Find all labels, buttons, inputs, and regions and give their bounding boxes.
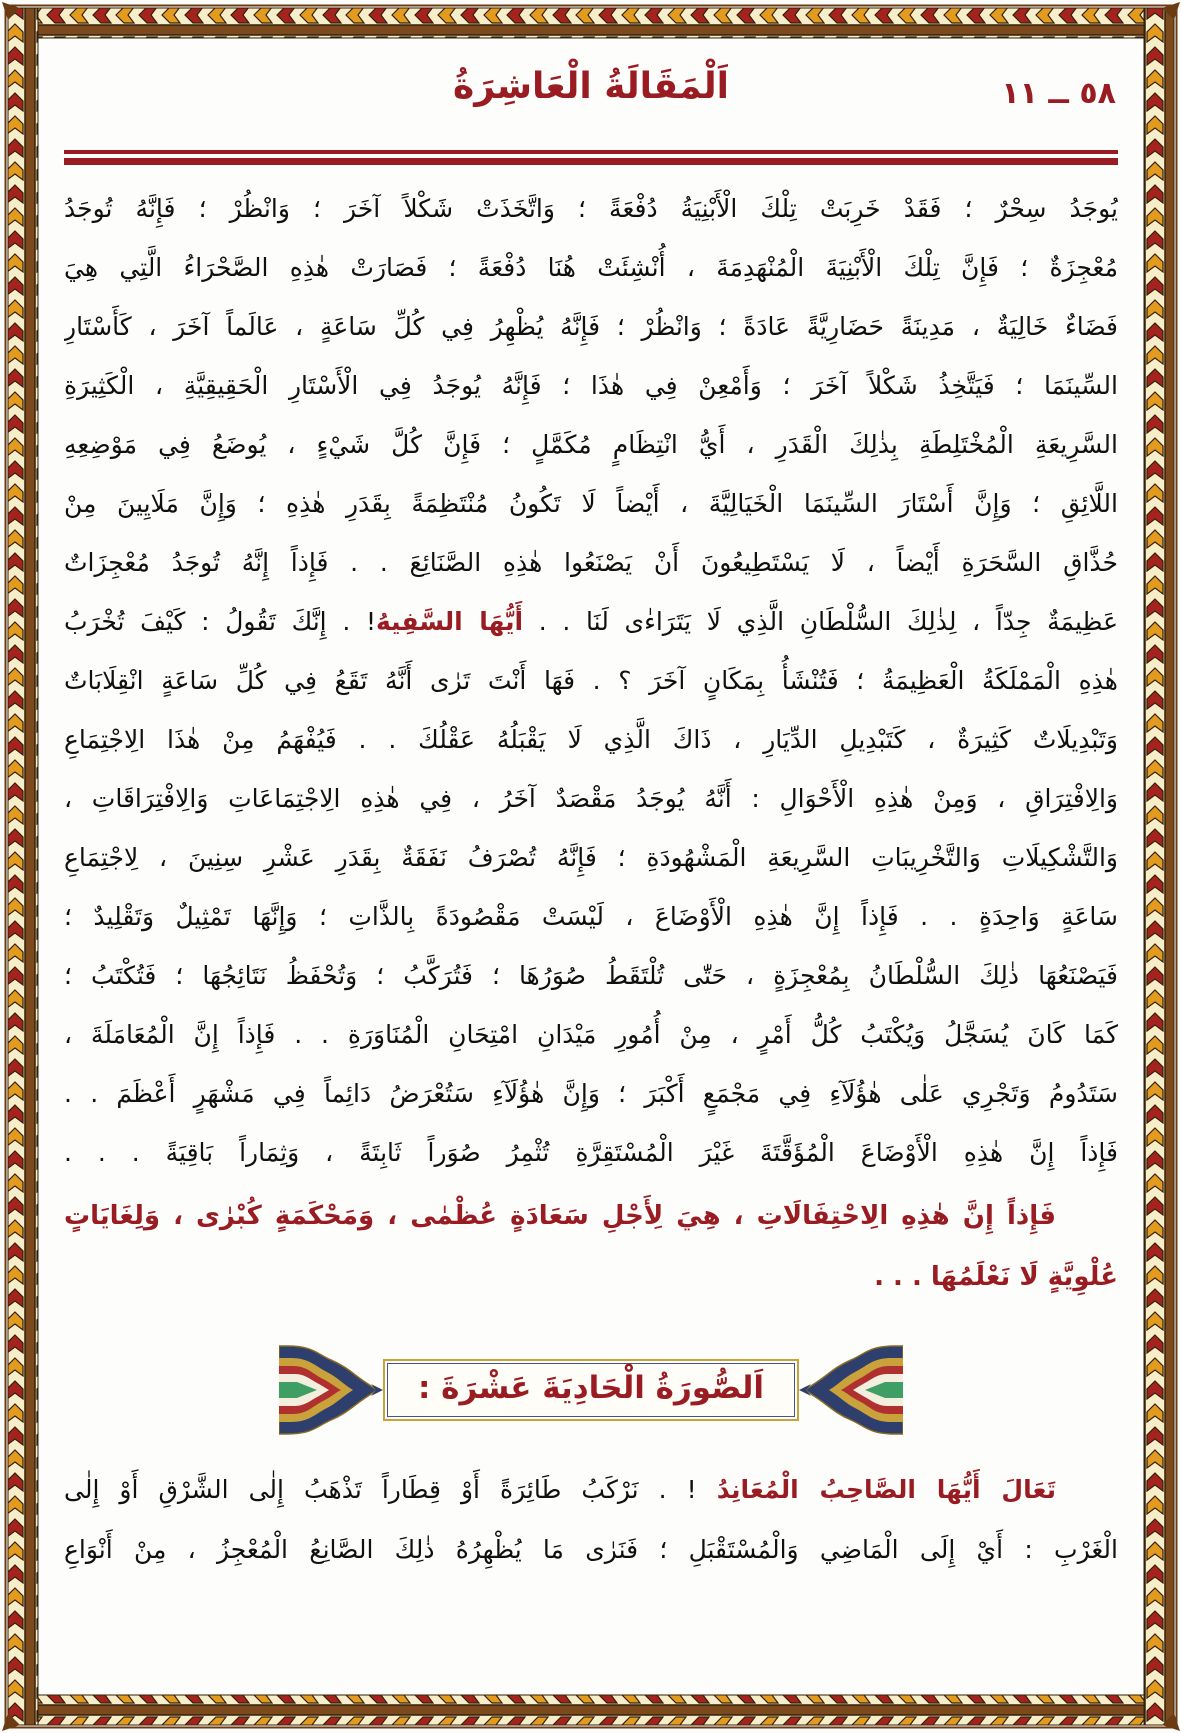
body-text: يُوجَدُ سِحْرٌ ؛ فَقَدْ خَرِبَتْ تِلْكَ الْأَبْنِيَةُ دُفْعَةً ؛ وَاتَّخَذَتْ شَكْلاً آخَرَ ؛ وَانْظُرْ ؛ فَإِنَّهُ تُوجَدُ — [64, 194, 1118, 223]
ornament-right-finial-icon — [799, 1344, 903, 1436]
body-text: مُعْجِزَةٌ ؛ فَإِنَّ تِلْكَ الْأَبْنِيَةَ الْمُنْهَدِمَةَ ، أُنْشِئَتْ هُنَا دُفْعَةً ؛ فَصَارَتْ هٰذِهِ الصَّحْرَاءُ الَّتِي هِيَ — [64, 253, 1118, 282]
body-text: كَمَا كَانَ يُسَجَّلُ وَيُكْتَبُ كُلُّ أَمْرٍ ، مِنْ أُمُورِ مَيْدَانِ امْتِحَانِ الْمُنَاوَرَةِ . . فَإِذاً إِنَّ الْمُعَامَلَةَ ، — [64, 1020, 1118, 1049]
section-ornament — [279, 1344, 903, 1436]
text-line — [64, 415, 1118, 474]
title-divider — [64, 150, 1118, 165]
ornament-left-finial-icon — [279, 1344, 383, 1436]
body-text: اللَّائِقِ ؛ وَإِنَّ أَسْتَارَ السِّينَمَا الْخَيَالِيَّةَ ، أَيْضاً لَا تَكُونُ مُنْتَظِمَةً بِقَدَرِ هٰذِهِ ؛ وَإِنَّ مَلَايِينَ مِنْ — [64, 489, 1118, 518]
text-line — [64, 887, 1118, 946]
body-text: فَضَاءٌ خَالِيَةٌ ، مَدِينَةً حَضَارِيَّةً عَادَةً ؛ وَانْظُرْ ؛ فَإِنَّهُ يُظْهِرُ فِي كُلِّ سَاعَةٍ ، عَالَماً آخَرَ ، كَأَسْتَارِ — [64, 312, 1118, 341]
highlighted-text: تَعَالَ أَيُّهَا الصَّاحِبُ الْمُعَانِدُ — [716, 1475, 1056, 1504]
body-text: هٰذِهِ الْمَمْلَكَةُ الْعَظِيمَةُ ؛ فَتُنْشَأُ بِمَكَانٍ آخَرَ ؟ . فَهَا أَنْتَ تَرٰى أَنَّهُ تَقَعُ فِي كُلِّ سَاعَةٍ انْقِلَابَاتٌ — [64, 666, 1118, 695]
body-text: ! . نَرْكَبُ طَائِرَةً أَوْ قِطَاراً تَذْهَبُ إِلٰى الشَّرْقِ أَوْ إِلٰى — [64, 1475, 717, 1504]
text-line — [64, 592, 1118, 651]
body-text: ! . إِنَّكَ تَقُولُ : كَيْفَ تُخْرَبُ — [64, 607, 376, 636]
text-line — [64, 769, 1118, 828]
body-text: عَظِيمَةٌ جِدّاً ، لِذٰلِكَ السُّلْطَانِ الَّذِي لَا يَتَرَاءٰى لَنَا . . — [523, 607, 1118, 636]
body-paragraph — [64, 179, 1118, 1182]
text-line — [64, 1520, 1118, 1580]
highlighted-text: أَيُّهَا السَّفِيهُ — [376, 607, 524, 636]
text-line — [64, 1186, 1118, 1247]
corner-tip-icon — [1162, 2, 1180, 20]
body-text: وَالتَّشْكِيلَاتِ وَالتَّخْرِيبَاتِ السَّرِيعَةِ الْمَشْهُودَةِ ؛ فَإِنَّهُ تُصْرَفُ نَفَقَةٌ بِقَدَرِ عَشْرِ سِنِينَ ، لِاجْتِمَاعِ — [64, 843, 1118, 872]
body-text: فَإِذاً إِنَّ هٰذِهِ الْأَوْضَاعَ الْمُؤَقَّتَةَ غَيْرَ الْمُسْتَقِرَّةِ تُثْمِرُ صُوَراً ثَابِتَةً ، وَثِمَاراً بَاقِيَةً . . . — [64, 1138, 1118, 1167]
corner-tip-icon — [2, 2, 20, 20]
text-line — [64, 1460, 1118, 1520]
text-line — [64, 1123, 1118, 1182]
body-text: سَتَدُومُ وَتَجْرِي عَلٰى هٰؤُلَآءِ فِي مَجْمَعٍ أَكْبَرَ ؛ وَإِنَّ هٰؤُلَآءِ سَتُعْرَضُ دَائِماً فِي مَشْهَرٍ أَعْظَمَ . . — [64, 1079, 1118, 1108]
divider-thick-line — [64, 158, 1118, 165]
page-content — [64, 44, 1118, 1689]
highlighted-text: فَإِذاً إِنَّ هٰذِهِ الِاحْتِفَالَاتِ ، هِيَ لِأَجْلِ سَعَادَةٍ عُظْمٰى ، وَمَحْكَمَةٍ كُبْرٰى ، وَلِغَايَاتٍ — [64, 1201, 1056, 1231]
body-text: الْغَرْبِ : أَيْ إِلَى الْمَاضِي وَالْمُسْتَقْبَلِ ؛ فَنَرٰى مَا يُظْهِرُهُ ذٰلِكَ الصَّانِعُ الْمُعْجِزُ ، مِنْ أَنْوَاعِ — [64, 1535, 1118, 1564]
text-line — [64, 1247, 1118, 1308]
text-line — [64, 828, 1118, 887]
body-text: سَاعَةٍ وَاحِدَةٍ . . فَإِذاً إِنَّ هٰذِهِ الْأَوْضَاعَ ، لَيْسَتْ مَقْصُودَةً بِالذَّاتِ ؛ وَإِنَّهَا تَمْثِيلٌ وَتَقْلِيدٌ ؛ — [64, 902, 1118, 931]
text-line — [64, 179, 1118, 238]
page-header — [64, 44, 1118, 146]
text-line — [64, 1005, 1118, 1064]
body-text: فَيَصْنَعُهَا ذٰلِكَ السُّلْطَانُ بِمُعْجِزَةٍ ، حَتّٰى تُلْتَقَطُ صُوَرُهَا ؛ فَتُرَكَّبُ ؛ وَتُحْفَظُ نَتَائِجُهَا ؛ فَتُكْتَبُ ؛ — [64, 961, 1118, 990]
body-text: وَتَبْدِيلَاتٌ كَثِيرَةٌ ، كَتَبْدِيلِ الدِّيَارِ ، ذَاكَ الَّذِي لَا يَقْبَلُهُ عَقْلُكَ . . فَيُفْهَمُ مِنْ هٰذَا الِاجْتِمَاعِ — [64, 725, 1118, 754]
section-title: اَلصُّورَةُ الْحَادِيَةَ عَشْرَةَ : — [387, 1363, 795, 1417]
page-title: اَلْمَقَالَةُ الْعَاشِرَةُ — [452, 66, 730, 107]
page-number: ٥٨ ــ ١١ — [1001, 76, 1116, 111]
divider-thin-line — [64, 150, 1118, 154]
body-text: حُذَّاقِ السَّحَرَةِ أَيْضاً ، لَا يَسْتَطِيعُونَ أَنْ يَصْنَعُوا هٰذِهِ الصَّنَائِعَ . . فَإِذاً إِنَّهُ تُوجَدُ مُعْجِزَاتٌ — [64, 548, 1118, 577]
text-line — [64, 474, 1118, 533]
highlight-paragraph — [64, 1186, 1118, 1308]
text-line — [64, 297, 1118, 356]
text-line — [64, 710, 1118, 769]
text-line — [64, 1064, 1118, 1123]
highlighted-text: عُلْوِيَّةٍ لَا نَعْلَمُهَا . . . — [874, 1262, 1118, 1292]
text-line — [64, 356, 1118, 415]
text-line — [64, 238, 1118, 297]
text-line — [64, 533, 1118, 592]
footer-paragraph — [64, 1460, 1118, 1580]
text-line — [64, 946, 1118, 1005]
body-text: السِّينَمَا ؛ فَيَتَّخِذُ شَكْلاً آخَرَ ؛ وَأَمْعِنْ فِي هٰذَا ؛ فَإِنَّهُ يُوجَدُ فِي الْأَسْتَارِ الْحَقِيقِيَّةِ ، الْكَثِيرَةِ — [64, 371, 1118, 400]
ornament-frame — [383, 1359, 799, 1421]
text-line — [64, 651, 1118, 710]
corner-tip-icon — [2, 1713, 20, 1731]
body-text: السَّرِيعَةِ الْمُخْتَلِطَةِ بِذٰلِكَ الْقَدَرِ ، أَيُّ انْتِظَامٍ مُكَمَّلٍ ؛ فَإِنَّ كُلَّ شَيْءٍ ، يُوضَعُ فِي مَوْضِعِهِ — [64, 430, 1118, 459]
body-text: وَالِافْتِرَاقِ ، وَمِنْ هٰذِهِ الْأَحْوَالِ : أَنَّهُ يُوجَدُ مَقْصَدٌ آخَرُ ، فِي هٰذِهِ الِاجْتِمَاعَاتِ وَالِافْتِرَاقَاتِ ، — [64, 784, 1118, 813]
corner-tip-icon — [1162, 1713, 1180, 1731]
